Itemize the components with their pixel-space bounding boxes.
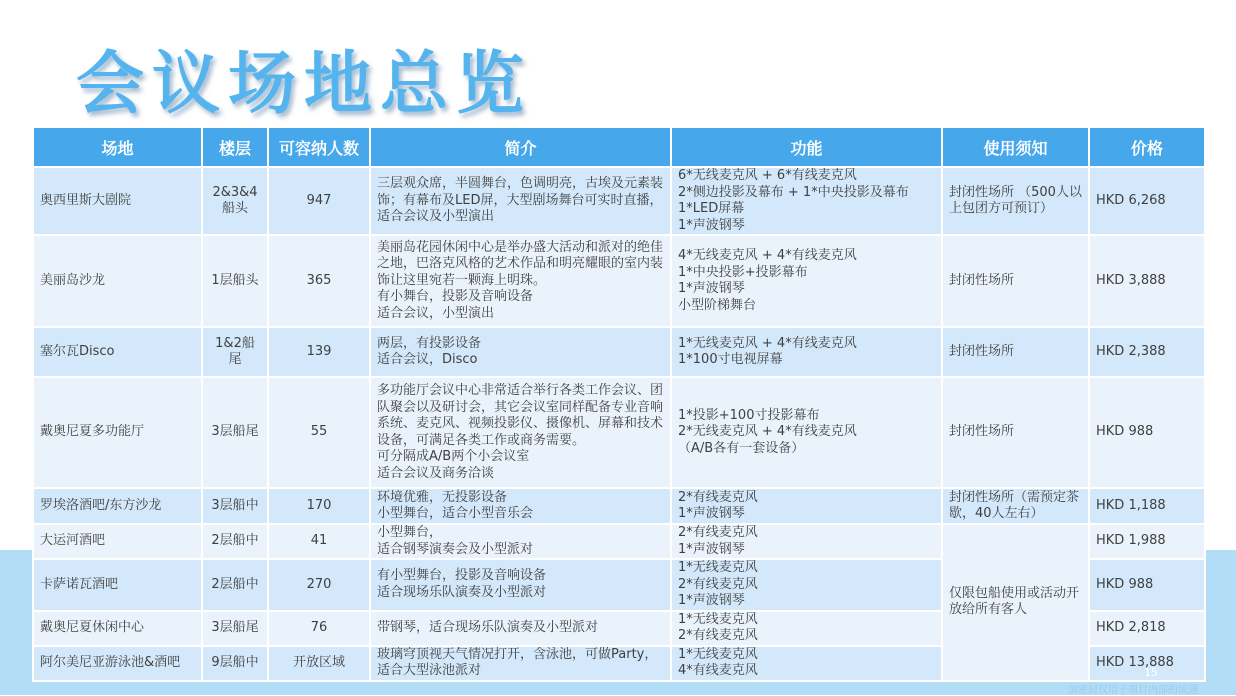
cell-price: HKD 1,188 xyxy=(1089,488,1205,524)
cell-venue: 戴奥尼夏休闲中心 xyxy=(33,611,202,646)
cell-intro: 环境优雅，无投影设备 小型舞台，适合小型音乐会 xyxy=(370,488,671,524)
table-header-row xyxy=(33,127,1205,167)
cell-capacity: 365 xyxy=(268,235,370,327)
cell-intro: 美丽岛花园休闲中心是举办盛大活动和派对的绝佳之地，巴洛克风格的艺术作品和明亮耀眼的室内装饰让这里宛若一颗海上明珠。 有小舞台，投影及音响设备 适合会议，小型演出 xyxy=(370,235,671,327)
cell-intro: 小型舞台， 适合钢琴演奏会及小型派对 xyxy=(370,524,671,559)
table-row xyxy=(33,167,1205,235)
cell-floor: 2&3&4 船头 xyxy=(202,167,268,235)
table-row xyxy=(33,377,1205,488)
cell-features: 2*有线麦克风 1*声波钢琴 xyxy=(671,488,942,524)
cell-venue: 罗埃洛酒吧/东方沙龙 xyxy=(33,488,202,524)
cell-features: 4*无线麦克风 + 4*有线麦克风 1*中央投影+投影幕布 1*声波钢琴 小型阶梯舞台 xyxy=(671,235,942,327)
cell-capacity: 开放区域 xyxy=(268,646,370,681)
cell-capacity: 76 xyxy=(268,611,370,646)
cell-capacity: 170 xyxy=(268,488,370,524)
cell-features: 1*无线麦克风 2*有线麦克风 1*声波钢琴 xyxy=(671,559,942,611)
cell-floor: 1&2船尾 xyxy=(202,327,268,377)
page-number: 15 xyxy=(1144,666,1158,679)
cell-floor: 2层船中 xyxy=(202,524,268,559)
cell-features: 1*无线麦克风 + 4*有线麦克风 1*100寸电视屏幕 xyxy=(671,327,942,377)
cell-capacity: 947 xyxy=(268,167,370,235)
header-price: 价格 xyxy=(1089,127,1205,167)
cell-capacity: 139 xyxy=(268,327,370,377)
cell-price: HKD 2,388 xyxy=(1089,327,1205,377)
header-capacity: 可容纳人数 xyxy=(268,127,370,167)
cell-venue: 奥西里斯大剧院 xyxy=(33,167,202,235)
cell-intro: 带钢琴，适合现场乐队演奏及小型派对 xyxy=(370,611,671,646)
venue-overview-table xyxy=(32,126,1206,682)
table-row xyxy=(33,488,1205,524)
cell-floor: 3层船中 xyxy=(202,488,268,524)
cell-venue: 戴奥尼夏多功能厅 xyxy=(33,377,202,488)
cell-intro: 两层，有投影设备 适合会议，Disco xyxy=(370,327,671,377)
page-title: 会议场地总览 xyxy=(76,45,533,124)
cell-price: HKD 6,268 xyxy=(1089,167,1205,235)
cell-capacity: 41 xyxy=(268,524,370,559)
header-floor: 楼层 xyxy=(202,127,268,167)
cell-intro: 三层观众席，半圆舞台，色调明亮，古埃及元素装饰；有幕布及LED屏，大型剧场舞台可实时直播，适合会议及小型演出 xyxy=(370,167,671,235)
cell-floor: 2层船中 xyxy=(202,559,268,611)
cell-floor: 9层船中 xyxy=(202,646,268,681)
footer-note: 加密封仅用于项目内部的流通 xyxy=(1068,685,1198,696)
cell-capacity: 55 xyxy=(268,377,370,488)
cell-floor: 3层船尾 xyxy=(202,377,268,488)
table-row xyxy=(33,524,1205,559)
cell-features: 2*有线麦克风 1*声波钢琴 xyxy=(671,524,942,559)
cell-venue: 卡萨诺瓦酒吧 xyxy=(33,559,202,611)
cell-price: HKD 988 xyxy=(1089,377,1205,488)
cell-notes: 封闭性场所 xyxy=(942,377,1089,488)
cell-features: 1*投影+100寸投影幕布 2*无线麦克风 + 4*有线麦克风 （A/B各有一套设备） xyxy=(671,377,942,488)
cell-venue: 美丽岛沙龙 xyxy=(33,235,202,327)
cell-notes: 封闭性场所 （500人以上包团方可预订） xyxy=(942,167,1089,235)
cell-venue: 塞尔瓦Disco xyxy=(33,327,202,377)
cell-floor: 1层船头 xyxy=(202,235,268,327)
header-venue: 场地 xyxy=(33,127,202,167)
cell-price: HKD 13,888 xyxy=(1089,646,1205,681)
cell-features: 1*无线麦克风 4*有线麦克风 xyxy=(671,646,942,681)
cell-notes-merged: 仅限包船使用或活动开放给所有客人 xyxy=(942,524,1089,681)
cell-price: HKD 988 xyxy=(1089,559,1205,611)
cell-price: HKD 2,818 xyxy=(1089,611,1205,646)
cell-notes: 封闭性场所（需预定茶歇，40人左右） xyxy=(942,488,1089,524)
cell-features: 1*无线麦克风 2*有线麦克风 xyxy=(671,611,942,646)
cell-venue: 大运河酒吧 xyxy=(33,524,202,559)
cell-intro: 玻璃穹顶视天气情况打开，含泳池，可做Party，适合大型泳池派对 xyxy=(370,646,671,681)
table-row xyxy=(33,327,1205,377)
cell-notes: 封闭性场所 xyxy=(942,235,1089,327)
table-row xyxy=(33,235,1205,327)
cell-features: 6*无线麦克风 + 6*有线麦克风 2*侧边投影及幕布 + 1*中央投影及幕布 1*LED屏幕 1*声波钢琴 xyxy=(671,167,942,235)
header-intro: 简介 xyxy=(370,127,671,167)
cell-price: HKD 1,988 xyxy=(1089,524,1205,559)
cell-capacity: 270 xyxy=(268,559,370,611)
cell-price: HKD 3,888 xyxy=(1089,235,1205,327)
cell-floor: 3层船尾 xyxy=(202,611,268,646)
cell-intro: 多功能厅会议中心非常适合举行各类工作会议、团队聚会以及研讨会，其它会议室同样配备专业音响系统、麦克风、视频投影仪、摄像机、屏幕和技术设备，可满足各类工作或商务需要。 可分隔成A/B两个小会议室 适合会议及商务洽谈 xyxy=(370,377,671,488)
header-features: 功能 xyxy=(671,127,942,167)
cell-venue: 阿尔美尼亚游泳池&酒吧 xyxy=(33,646,202,681)
cell-intro: 有小型舞台，投影及音响设备 适合现场乐队演奏及小型派对 xyxy=(370,559,671,611)
header-notes: 使用须知 xyxy=(942,127,1089,167)
cell-notes: 封闭性场所 xyxy=(942,327,1089,377)
